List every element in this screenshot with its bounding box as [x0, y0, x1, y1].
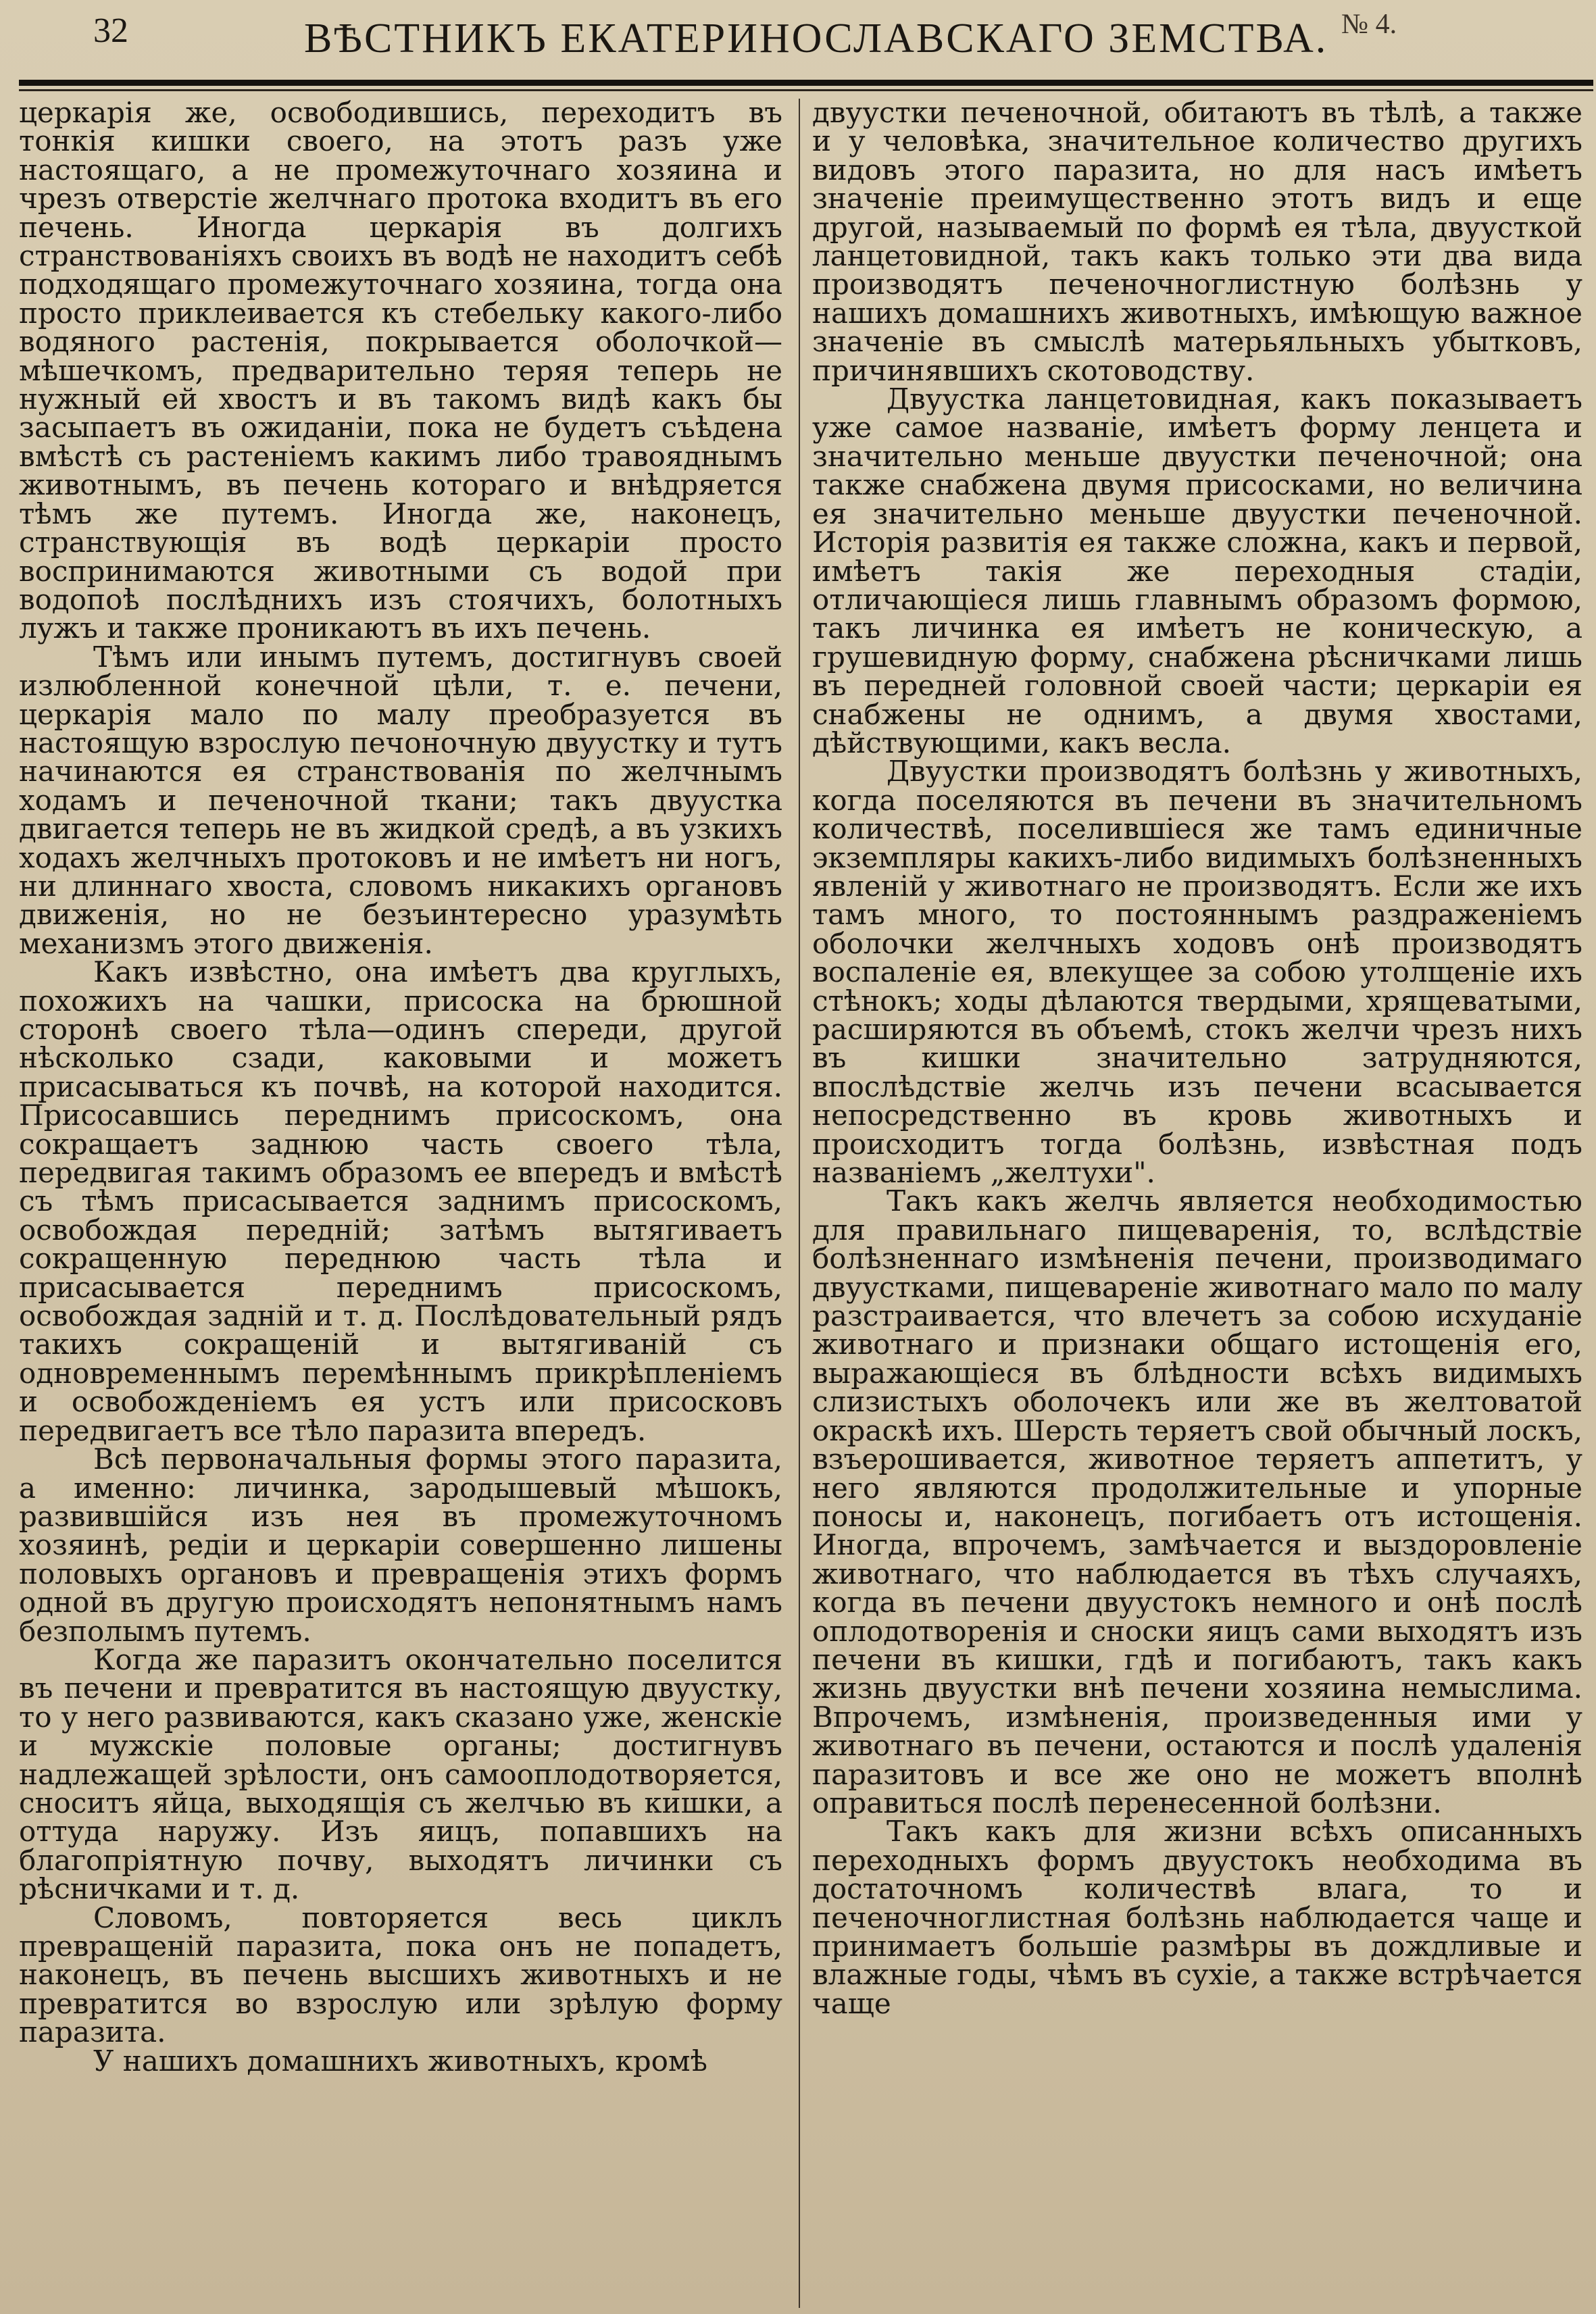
page-number: 32	[93, 11, 128, 50]
paragraph: Такъ какъ для жизни всѣхъ описанныхъ переходныхъ формъ двуустокъ необходима въ достаточномъ количествѣ влага, то и печеночноглистная болѣзнь наблюдается чаще и принимаетъ большіе размѣры въ дождливые и влажные годы, чѣмъ въ сухіе, а также встрѣчается чаще	[812, 1815, 1582, 2020]
paragraph: церкарія же, освободившись, переходитъ въ тонкія кишки своего, на этотъ разъ уже настоящаго, а не промежуточнаго хозяина и чрезъ отверстіе желчнаго протока входитъ въ его печень. Иногда церкарія въ долгихъ странствованіяхъ своихъ въ водѣ не находитъ себѣ подходящаго промежуточнаго хозяина, тогда она просто приклеивается къ стебельку какого-либо водяного растенія, покрывается оболочкой—мѣшечкомъ, предварительно теряя теперь не нужный ей хвостъ и въ такомъ видѣ какъ бы засыпаетъ въ ожиданіи, пока не будетъ съѣдена вмѣстѣ съ растеніемъ какимъ либо травояднымъ животнымъ, въ печень котораго и внѣдряется тѣмъ же путемъ. Иногда же, наконецъ, странствующія въ водѣ церкаріи просто воспринимаются животными съ водой при водопоѣ послѣднихъ изъ стоячихъ, болотныхъ лужъ и также проникаютъ въ ихъ печень.	[19, 96, 782, 645]
paragraph: Двуустка ланцетовидная, какъ показываетъ уже самое названіе, имѣетъ форму ленцета и значительно меньше двуустки печеночной; она также снабжена двумя присосками, но величина ея значительно меньше двуустки печеночной. Исторія развитія ея также сложна, какъ и первой, имѣетъ такія же переходныя стадіи, отличающіеся лишь главнымъ образомъ формою, такъ личинка ея имѣетъ не коническую, а грушевидную форму, снабжена рѣсничками лишь въ передней головной своей части; церкаріи ея снабжены не однимъ, а двумя хвостами, дѣйствующими, какъ весла.	[812, 382, 1582, 759]
paragraph: Какъ извѣстно, она имѣетъ два круглыхъ, похожихъ на чашки, присоска на брюшной сторонѣ своего тѣла—одинъ спереди, другой нѣсколько сзади, каковыми и можетъ присасываться къ почвѣ, на которой находится. Присосавшись переднимъ присоскомъ, она сокращаетъ заднюю часть своего тѣла, передвигая такимъ образомъ ее впередъ и вмѣстѣ съ тѣмъ присасывается заднимъ присоскомъ, освобождая передній; затѣмъ вытягиваетъ сокращенную переднюю часть тѣла и присасывается переднимъ присоскомъ, освобождая задній и т. д. Послѣдовательный рядъ такихъ сокращеній и вытягиваній съ одновременнымъ перемѣннымъ прикрѣпленіемъ и освобожденіемъ ея устъ или присосковъ передвигаетъ все тѣло паразита впередъ.	[19, 955, 782, 1447]
right-column	[812, 96, 1582, 2020]
journal-title: ВѢСТНИКЪ ЕКАТЕРИНОСЛАВСКАГО ЗЕМСТВА.	[304, 16, 1328, 61]
paragraph: Словомъ, повторяется весь циклъ превращеній паразита, пока онъ не попадетъ, наконецъ, въ печень высшихъ животныхъ и не превратится во взрослую или зрѣлую форму паразита.	[19, 1901, 782, 2049]
paragraph: двуустки печеночной, обитаютъ въ тѣлѣ, а также и у человѣка, значительное количество другихъ видовъ этого паразита, но для насъ имѣетъ значеніе преимущественно этотъ видъ и еще другой, называемый по формѣ ея тѣла, двуусткой ланцетовидной, такъ какъ только эти два вида производятъ печеночноглистную болѣзнь у нашихъ домашнихъ животныхъ, имѣющую важное значеніе въ смыслѣ матерьяльныхъ убытковъ, причинявшихъ скотоводству.	[812, 96, 1582, 387]
paragraph: Всѣ первоначальныя формы этого паразита, а именно: личинка, зародышевый мѣшокъ, развившійся изъ нея въ промежуточномъ хозяинѣ, редіи и церкаріи совершенно лишены половыхъ органовъ и превращенія этихъ формъ одной въ другую происходятъ непонятнымъ намъ безполымъ путемъ.	[19, 1442, 782, 1648]
paragraph: Тѣмъ или инымъ путемъ, достигнувъ своей излюбленной конечной цѣли, т. е. печени, церкарія мало по малу преобразуется въ настоящую взрослую печоночную двуустку и тутъ начинаются ея странствованія по желчнымъ ходамъ и печеночной ткани; такъ двуустка двигается теперь не въ жидкой средѣ, а въ узкихъ ходахъ желчныхъ протоковъ и не имѣетъ ни ногъ, ни длиннаго хвоста, словомъ никакихъ органовъ движенія, но не безъинтересно уразумѣть механизмъ этого движенія.	[19, 640, 782, 960]
paragraph: Такъ какъ желчь является необходимостью для правильнаго пищеваренія, то, вслѣдствіе болѣзненнаго измѣненія печени, производимаго двуустками, пищевареніе животнаго мало по малу разстраивается, что влечетъ за собою исхуданіе животнаго и признаки общаго истощенія его, выражающіеся въ блѣдности всѣхъ видимыхъ слизистыхъ оболочекъ или же въ желтоватой окраскѣ ихъ. Шерсть теряетъ свой обычный лоскъ, взъерошивается, животное теряетъ аппетитъ, у него являются продолжительные и упорные поносы и, наконецъ, погибаетъ отъ истощенія. Иногда, впрочемъ, замѣчается и выздоровленіе животнаго, что наблюдается въ тѣхъ случаяхъ, когда въ печени двуустокъ немного и онѣ послѣ оплодотворенія и сноски яицъ сами выходятъ изъ печени въ кишки, гдѣ и погибаютъ, такъ какъ жизнь двуустки внѣ печени хозяина немыслима. Впрочемъ, измѣненія, произведенныя ими у животнаго въ печени, остаются и послѣ удаленія паразитовъ и все же оно не можетъ вполнѣ оправиться послѣ перенесенной болѣзни.	[812, 1184, 1582, 1819]
paragraph: Двуустки производятъ болѣзнь у животныхъ, когда поселяются въ печени въ значительномъ количествѣ, поселившіеся же тамъ единичные экземпляры какихъ-либо видимыхъ болѣзненныхъ явленій у животнаго не производятъ. Если же ихъ тамъ много, то постояннымъ раздраженіемъ оболочки желчныхъ ходовъ онѣ производятъ воспаленіе ея, влекущее за собою утолщеніе ихъ стѣнокъ; ходы дѣлаются твердыми, хрящеватыми, расширяются въ объемѣ, стокъ желчи чрезъ нихъ въ кишки значительно затрудняются, впослѣдствіе желчь изъ печени всасывается непосредственно въ кровь животныхъ и происходитъ тогда болѣзнь, извѣстная подъ названіемъ „желтухи".	[812, 755, 1582, 1190]
column-divider	[799, 99, 800, 2308]
page-header	[14, 0, 1581, 88]
paragraph: У нашихъ домашнихъ животныхъ, кромѣ	[93, 2044, 707, 2078]
issue-label: № 4.	[1341, 9, 1397, 40]
header-rule	[19, 80, 1593, 86]
header-rule-thin	[19, 89, 1593, 91]
left-column	[19, 96, 782, 2078]
paragraph: Когда же паразитъ окончательно поселится въ печени и превратится въ настоящую двуустку, то у него развиваются, какъ сказано уже, женскіе и мужскіе половые органы; достигнувъ надлежащей зрѣлости, онъ самооплодотворяется, сноситъ яйца, выходящія съ желчью въ кишки, а оттуда наружу. Изъ яицъ, попавшихъ на благопріятную почву, выходятъ личинки съ рѣсничками и т. д.	[19, 1642, 782, 1906]
